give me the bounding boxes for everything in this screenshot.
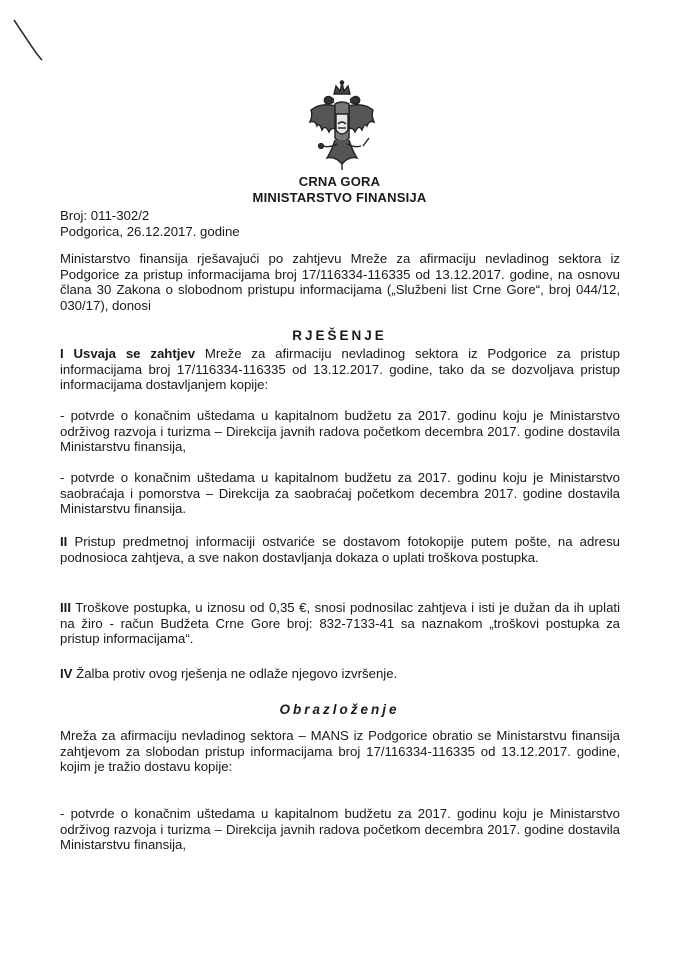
reasoning-title: Obrazloženje xyxy=(279,702,400,717)
country-heading: CRNA GORA xyxy=(298,174,381,189)
section-1-item-1: - potvrde o konačnim uštedama u kapitalnom budžetu za 2017. godinu koju je Ministarstvo održivog razvoja i turizma – Direkcija javnih radova početkom decembra 2017. godine dostavila Ministarstvu finansija, xyxy=(60,408,620,455)
reasoning-item-1: - potvrde o konačnim uštedama u kapitalnom budžetu za 2017. godinu koju je Ministarstvo održivog razvoja i turizma – Direkcija javnih radova početkom decembra 2017. godine dostavila Ministarstvu finansija, xyxy=(60,806,620,853)
section-1-item-2: - potvrde o konačnim uštedama u kapitalnom budžetu za 2017. godinu koju je Ministarstvo saobraćaja i pomorstva – Direkcija za saobraćaj početkom decembra 2017. godine dostavila Ministarstvu finansija. xyxy=(60,470,620,517)
section-2-text: Pristup predmetnoj informaciji ostvariće se dostavom fotokopije putem pošte, na adresu podnosioca zahtjeva, a sve nakon dostavljanja dokaza o uplati troškova postupka. xyxy=(60,534,620,565)
section-4-text: Žalba protiv ovog rješenja ne odlaže njegovo izvršenje. xyxy=(72,666,398,681)
document-number: Broj: 011-302/2 xyxy=(60,208,150,223)
section-2-lead: II xyxy=(60,534,68,549)
section-3-lead: III xyxy=(60,600,71,615)
coat-of-arms-emblem xyxy=(307,80,377,174)
section-3 xyxy=(60,600,620,647)
section-4 xyxy=(60,666,620,682)
decision-title: RJEŠENJE xyxy=(292,328,387,343)
section-4-lead: IV xyxy=(60,666,73,681)
section-1-lead: I Usvaja se zahtjev xyxy=(60,346,196,361)
reasoning-paragraph: Mreža za afirmaciju nevladinog sektora – MANS iz Podgorice obratio se Ministarstvu finansija zahtjevom za slobodan pristup informacijama broj 17/116334-116335 od 13.12.2017. godine, kojim je tražio dostavu kopije: xyxy=(60,728,620,775)
section-1-text: Mreže za afirmaciju nevladinog sektora iz Podgorice za pristup informacijama broj 17/116334-116335 od 13.12.2017. godine, tako da se dozvoljava pristup informacijama dostavljanjem kopije: xyxy=(60,346,620,393)
place-and-date: Podgorica, 26.12.2017. godine xyxy=(60,224,240,239)
intro-paragraph: Ministarstvo finansija rješavajući po zahtjevu Mreže za afirmaciju nevladinog sektora iz Podgorice za pristup informacijama broj 17/116334-116335 od 13.12.2017. godine, na osnovu člana 30 Zakona o slobodnom pristupu informacijama („Službeni list Crne Gore“, broj 044/12, 030/17), donosi xyxy=(60,251,620,313)
handwritten-stroke-mark xyxy=(8,14,48,64)
ministry-heading: MINISTARSTVO FINANSIJA xyxy=(252,190,427,205)
section-2 xyxy=(60,534,620,565)
section-3-text: Troškove postupka, u iznosu od 0,35 €, snosi podnosilac zahtjeva i isti je dužan da ih uplati na žiro - račun Budžeta Crne Gore broj: 832-7133-41 sa naznakom „troškovi postupka za pristup informacijama“. xyxy=(60,600,620,647)
section-1 xyxy=(60,346,620,393)
